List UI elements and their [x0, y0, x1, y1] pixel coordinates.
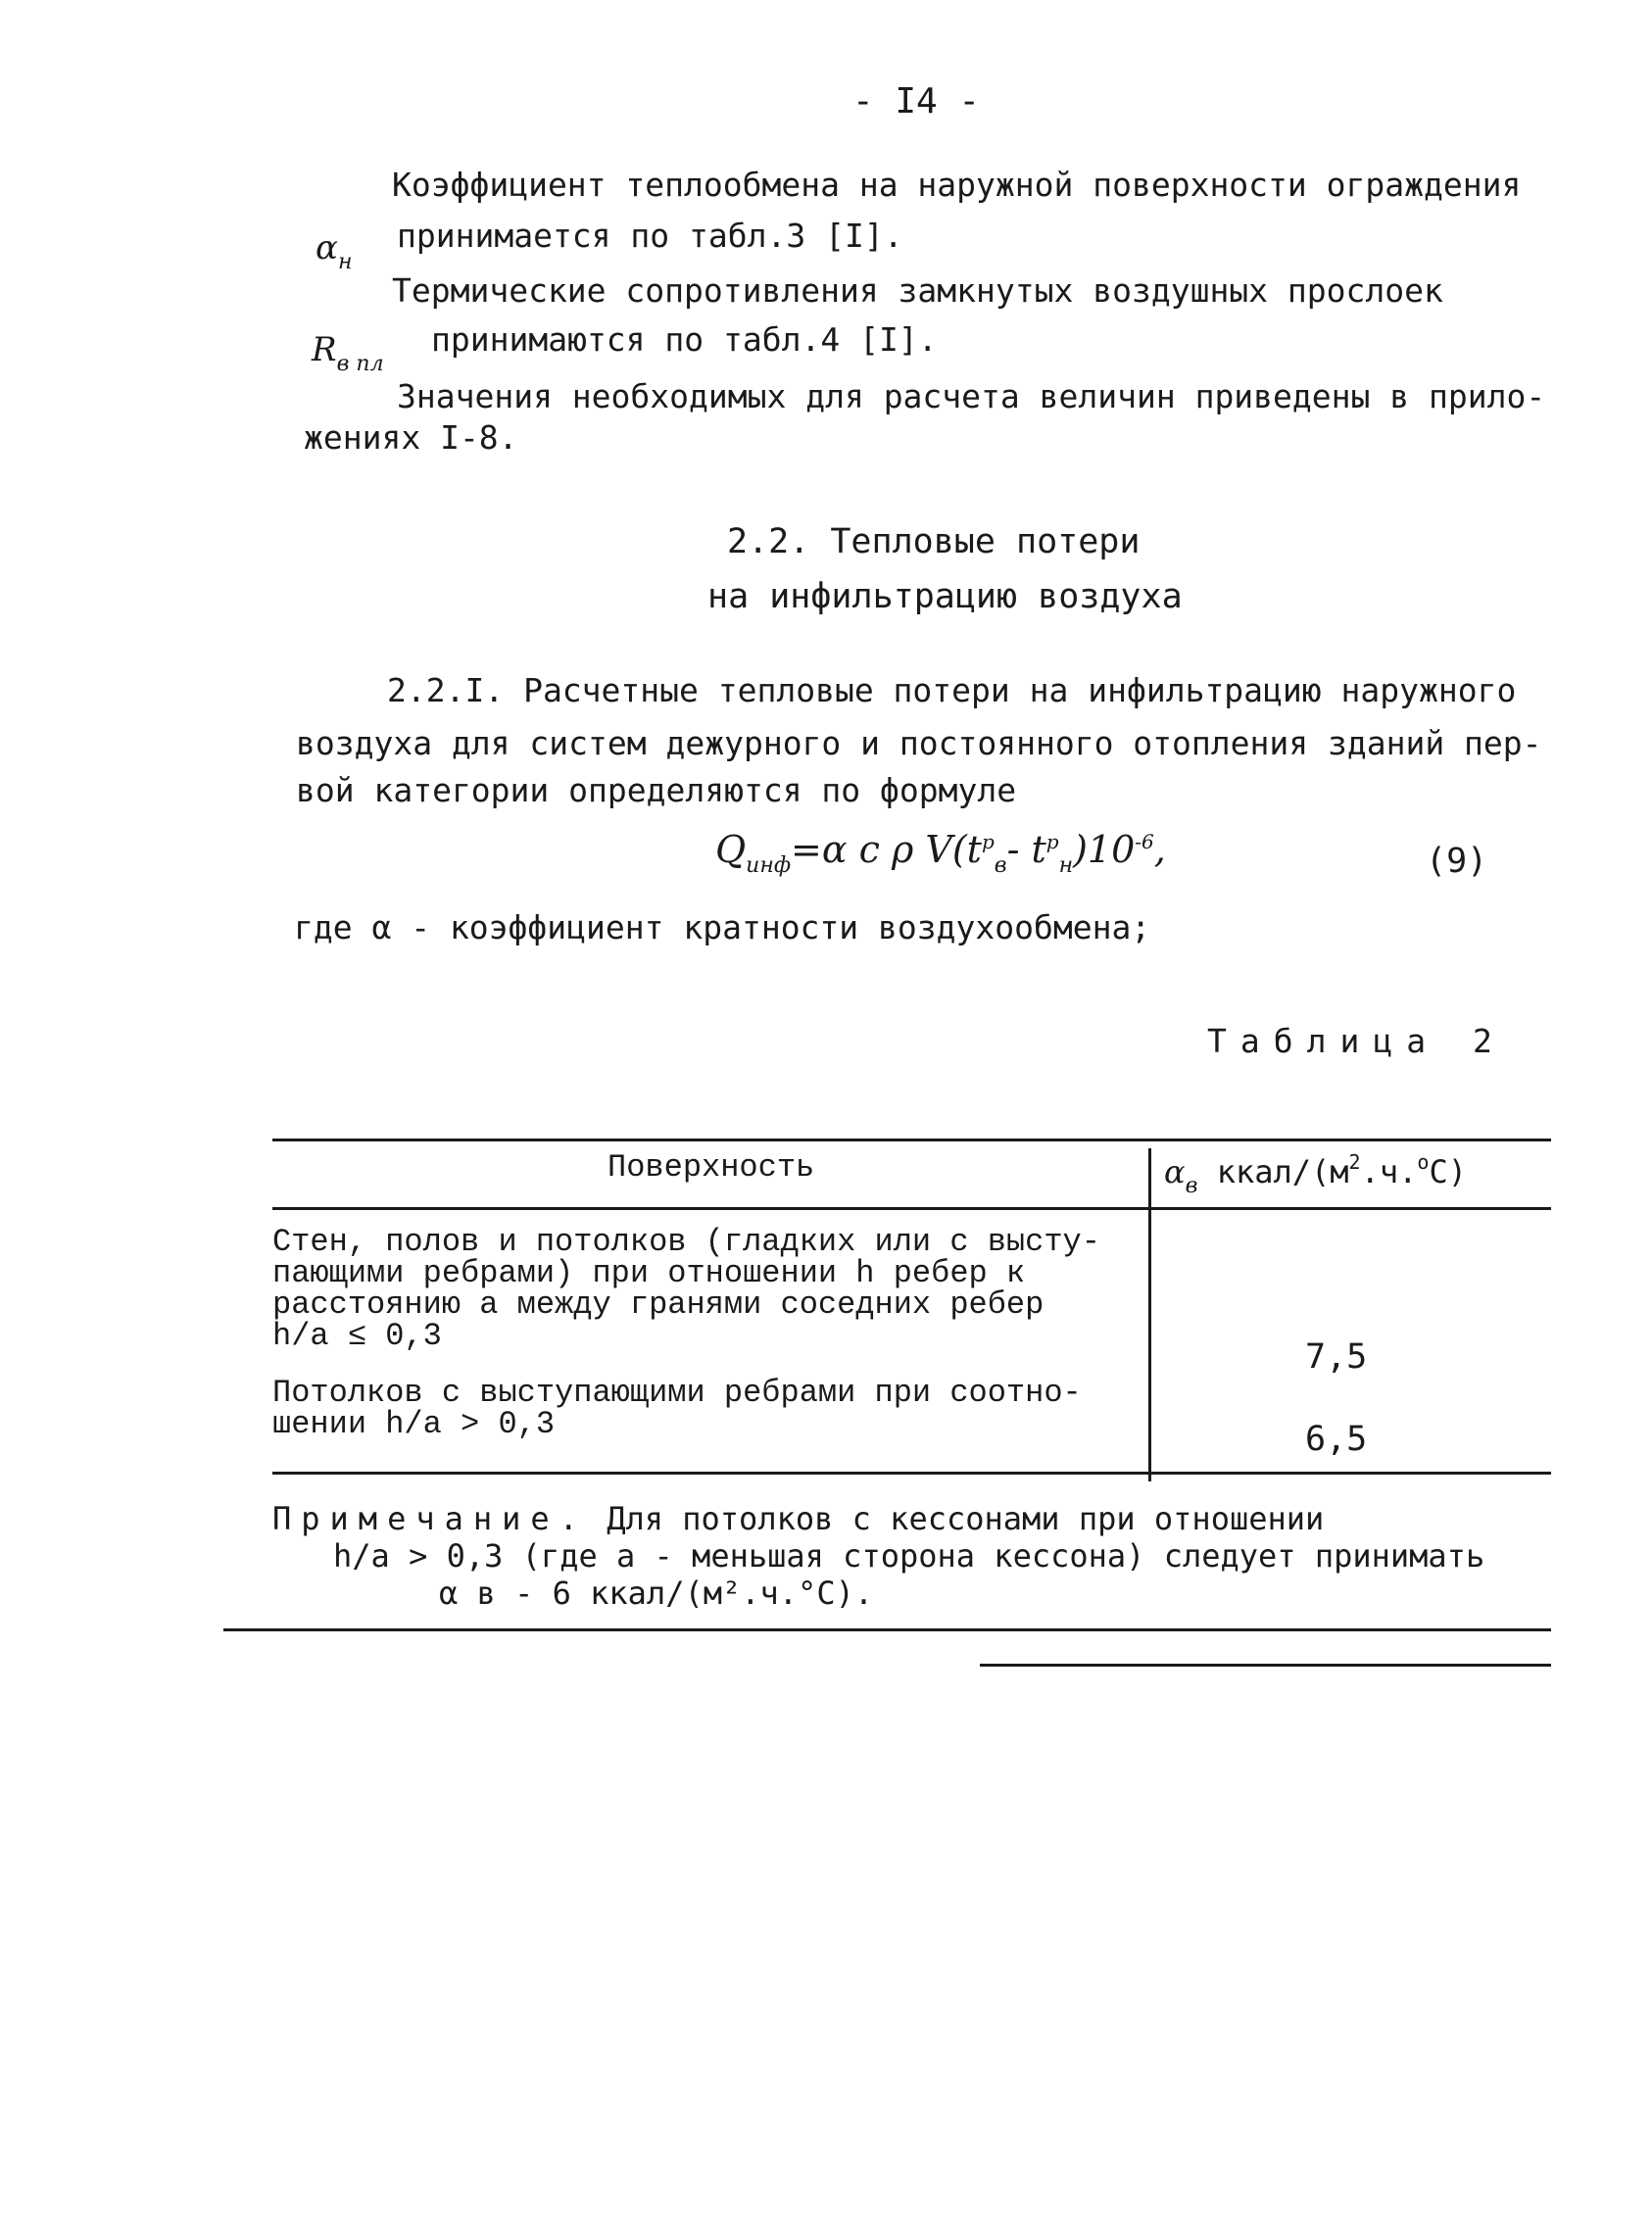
paragraph-1-line-1: Коэффициент теплообмена на наружной поверхности ограждения: [392, 166, 1522, 204]
alpha-n-symbol: $\alpha_н$: [316, 228, 353, 274]
subsection-line-1: 2.2.I. Расчетные тепловые потери на инфильтрацию наружного: [387, 671, 1517, 709]
section-heading-line-1: 2.2. Тепловые потери: [727, 522, 1141, 561]
row-1-line-1: Стен, полов и потолков (гладких или с высту-: [272, 1224, 1100, 1260]
note-line-3: α в - 6 ккал/(м².ч.°С).: [439, 1575, 874, 1612]
note-bottom-rule-2: [980, 1664, 1551, 1667]
table-header-surface: Поверхность: [607, 1149, 815, 1186]
formula-number: (9): [1426, 842, 1488, 881]
table-caption: Таблица 2: [1207, 1022, 1506, 1060]
table-header-coefficient: $\alpha_в$ ккал/$(м^2.ч.^оС)$: [1164, 1150, 1467, 1198]
table-column-divider: [1148, 1148, 1151, 1481]
note-line-1: Примечание. Для потолков с кессонами при отношении: [272, 1500, 1325, 1537]
formula-9: $Q_{инф}=\alpha$ c ρ $V(t^р_в-$ $t^р_н)10^{-6}$,: [715, 828, 1166, 878]
row-2-line-1: Потолков с выступающими ребрами при соотно-: [272, 1375, 1082, 1411]
row-1-line-3: расстоянию a между гранями соседних ребер: [272, 1286, 1045, 1323]
paragraph-3-line-1: Значения необходимых для расчета величин приведены в прило-: [397, 377, 1546, 415]
row-2-value: 6,5: [1305, 1420, 1368, 1459]
row-1-line-2: пающими ребрами) при отношении h ребер к: [272, 1255, 1026, 1291]
subsection-line-3: вой категории определяются по формуле: [296, 771, 1017, 809]
paragraph-3-line-2: жениях I-8.: [304, 418, 518, 457]
paragraph-1-line-2: принимается по табл.3 [I].: [397, 217, 903, 255]
row-1-line-4: h/a ≤ 0,3: [272, 1318, 442, 1354]
paragraph-2-line-1: Термические сопротивления замкнутых воздушных прослоек: [392, 271, 1443, 310]
note-bottom-rule: [223, 1628, 1551, 1631]
section-heading-line-2: на инфильтрацию воздуха: [707, 577, 1183, 616]
row-1-value: 7,5: [1305, 1337, 1368, 1377]
row-2-line-2: шении h/a > 0,3: [272, 1406, 556, 1442]
subsection-line-2: воздуха для систем дежурного и постоянного отопления зданий пер-: [296, 724, 1542, 762]
paragraph-2-line-2: принимаются по табл.4 [I].: [431, 320, 938, 359]
table-bottom-rule: [272, 1472, 1551, 1475]
table-header-rule: [272, 1207, 1551, 1210]
where-alpha-line: где α - коэффициент кратности воздухообмена;: [294, 908, 1151, 946]
note-line-2: h/a > 0,3 (где a - меньшая сторона кессона) следует принимать: [333, 1537, 1485, 1575]
r-air-layer-symbol: $R_{в пл}$: [312, 330, 384, 376]
page-number: - I4 -: [852, 81, 981, 121]
table-top-rule: [272, 1139, 1551, 1141]
